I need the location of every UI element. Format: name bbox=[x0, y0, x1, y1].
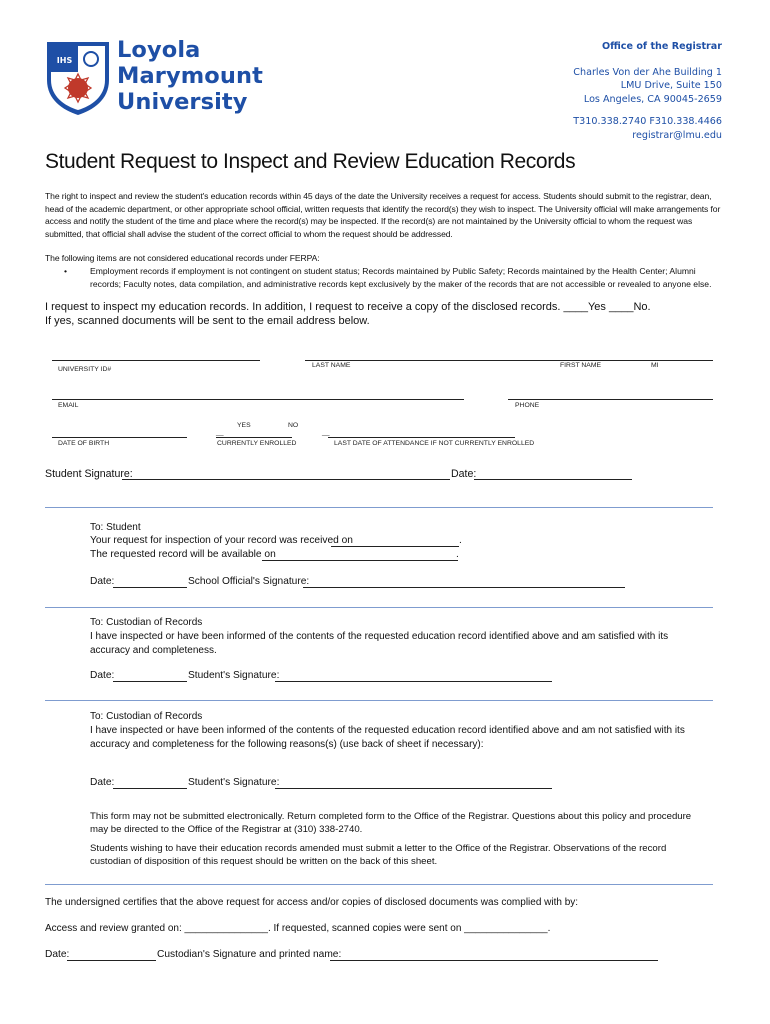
custodian1-heading: To: Custodian of Records bbox=[90, 617, 203, 628]
ferpa-bullet-text: Employment records if employment is not contingent on student status; Records maintained by Public Safety; Records maintained by the Health Center; Alumni records; Faculty notes, data compilation, and administrative records kept exclusively by the maker of the records that are not accessible or revealed to anyone else. bbox=[90, 266, 712, 289]
student-date-field[interactable] bbox=[474, 479, 632, 480]
record-available-text: The requested record will be available on bbox=[90, 549, 276, 560]
section-divider-1 bbox=[45, 507, 713, 508]
custodian1-statement: I have inspected or have been informed of the contents of the requested education record identified above and am satisfied with its accuracy and completeness. bbox=[90, 631, 669, 656]
university-id-label: UNIVERSITY ID# bbox=[58, 366, 112, 373]
phone-label: PHONE bbox=[515, 402, 540, 409]
custodian2-heading: To: Custodian of Records bbox=[90, 711, 203, 722]
official-date-label: Date: bbox=[90, 576, 115, 587]
phone-field[interactable] bbox=[508, 399, 713, 400]
office-contact-block bbox=[573, 40, 722, 142]
custodian2-signature-field[interactable] bbox=[275, 788, 552, 789]
access-granted-line[interactable]: Access and review granted on: _______________. If requested, scanned copies were sent on _______________. bbox=[45, 923, 551, 934]
registrar-email: registrar@lmu.edu bbox=[632, 129, 722, 141]
phone-fax: T310.338.2740 F310.338.4466 bbox=[573, 116, 722, 127]
address-line-2: LMU Drive, Suite 150 bbox=[620, 80, 722, 91]
custodian-date-field[interactable] bbox=[67, 960, 156, 961]
custodian-date-label: Date: bbox=[45, 949, 70, 960]
available-date-field[interactable] bbox=[262, 560, 458, 561]
footer-note-submission: This form may not be submitted electronically. Return completed form to the Office of the Registrar. Questions about this policy and procedure may be directed to the Office of the Registrar at (310) 338-2740. bbox=[90, 811, 692, 835]
official-date-field[interactable] bbox=[113, 587, 187, 588]
received-date-field[interactable] bbox=[331, 546, 459, 547]
intro-paragraph: The right to inspect and review the student's education records within 45 days of the date the University receives a request for access. Students should submit to the registrar, dean, head of the academic department, or other appropriate school official, written requests that identify the record(s) they wish to inspect. The University official will make arrangements for access and notify the student of the time and place where the record(s) may be inspected. If the record(s) are not maintained by the University official to whom the request was submitted, that official shall advise the student of the correct official to whom the request should be addressed. bbox=[45, 191, 721, 239]
university-id-field[interactable] bbox=[52, 360, 260, 361]
available-period: . bbox=[456, 549, 459, 560]
enrolled-no-blank[interactable]: __ bbox=[322, 429, 330, 436]
wordmark-line-2: Marymount bbox=[117, 63, 263, 89]
request-received-text: Your request for inspection of your record was received on bbox=[90, 535, 353, 546]
enrolled-no-label: NO bbox=[288, 422, 299, 429]
wordmark-line-1: Loyola bbox=[117, 37, 201, 63]
custodian1-date-label: Date: bbox=[90, 670, 115, 681]
form-title: Student Request to Inspect and Review Education Records bbox=[45, 150, 576, 173]
currently-enrolled-label: CURRENTLY ENROLLED bbox=[217, 440, 297, 447]
ferpa-bullet: • Employment records if employment is not contingent on student status; Records maintained by Public Safety; Records maintained by the Health Center; Alumni records; Faculty notes, data compilation, and administrative records kept exclusively by the maker of the records that are not accessible or revealed to anyone else. bbox=[64, 265, 729, 290]
custodian-signature-field[interactable] bbox=[330, 960, 658, 961]
first-name-label: FIRST NAME bbox=[560, 362, 602, 369]
last-name-label: LAST NAME bbox=[312, 362, 351, 369]
email-label: EMAIL bbox=[58, 402, 79, 409]
student-signature-field[interactable] bbox=[122, 479, 450, 480]
last-attendance-label: LAST DATE OF ATTENDANCE IF NOT CURRENTLY ENROLLED bbox=[334, 440, 535, 447]
section-divider-3 bbox=[45, 700, 713, 701]
custodian2-date-field[interactable] bbox=[113, 788, 187, 789]
received-period: . bbox=[459, 535, 462, 546]
name-field[interactable] bbox=[305, 360, 713, 361]
date-of-birth-field[interactable] bbox=[52, 437, 187, 438]
section-divider-4 bbox=[45, 884, 713, 885]
request-email-note: If yes, scanned documents will be sent to the email address below. bbox=[45, 315, 370, 327]
custodian-signature-label: Custodian's Signature and printed name: bbox=[157, 949, 342, 960]
request-statement: I request to inspect my education records. In addition, I request to receive a copy of the disclosed records. ____Yes ____No. bbox=[45, 301, 651, 313]
svg-text:IHS: IHS bbox=[56, 56, 73, 65]
custodian2-date-label: Date: bbox=[90, 777, 115, 788]
address-line-3: Los Angeles, CA 90045-2659 bbox=[583, 93, 722, 105]
certification-statement: The undersigned certifies that the above request for access and/or copies of disclosed documents was complied with by: bbox=[45, 897, 579, 908]
section-divider-2 bbox=[45, 607, 713, 608]
official-signature-label: School Official's Signature: bbox=[188, 576, 310, 587]
custodian2-signature-label: Student's Signature: bbox=[188, 777, 280, 788]
office-title: Office of the Registrar bbox=[601, 41, 722, 52]
ferpa-heading: The following items are not considered educational records under FERPA: bbox=[45, 253, 320, 263]
lmu-shield-logo bbox=[45, 40, 111, 116]
email-field[interactable] bbox=[52, 399, 464, 400]
official-signature-field[interactable] bbox=[303, 587, 625, 588]
footer-note-amendment: Students wishing to have their education records amended must submit a letter to the Office of the Registrar. Observations of the record custodian of disposition of this request should be written on the back of this sheet. bbox=[90, 843, 667, 867]
wordmark-line-3: University bbox=[117, 89, 248, 115]
enrolled-yes-label: YES bbox=[237, 422, 251, 429]
last-attendance-field[interactable] bbox=[328, 437, 515, 438]
custodian2-statement: I have inspected or have been informed of the contents of the requested education record identified above and am not satisfied with its accuracy and completeness for the following reasons(s) (use back of sheet if necessary): bbox=[90, 725, 685, 750]
student-date-label: Date: bbox=[451, 468, 477, 480]
date-of-birth-label: DATE OF BIRTH bbox=[58, 440, 110, 447]
currently-enrolled-field[interactable] bbox=[216, 437, 292, 438]
custodian1-date-field[interactable] bbox=[113, 681, 187, 682]
enrolled-yes-blank[interactable]: __ bbox=[216, 429, 224, 436]
custodian1-signature-field[interactable] bbox=[275, 681, 552, 682]
custodian1-signature-label: Student's Signature: bbox=[188, 670, 280, 681]
to-student-heading: To: Student bbox=[90, 522, 141, 533]
address-line-1: Charles Von der Ahe Building 1 bbox=[573, 66, 722, 78]
mi-label: MI bbox=[651, 362, 659, 369]
student-signature-label: Student Signature: bbox=[45, 468, 133, 480]
university-wordmark bbox=[117, 37, 263, 115]
